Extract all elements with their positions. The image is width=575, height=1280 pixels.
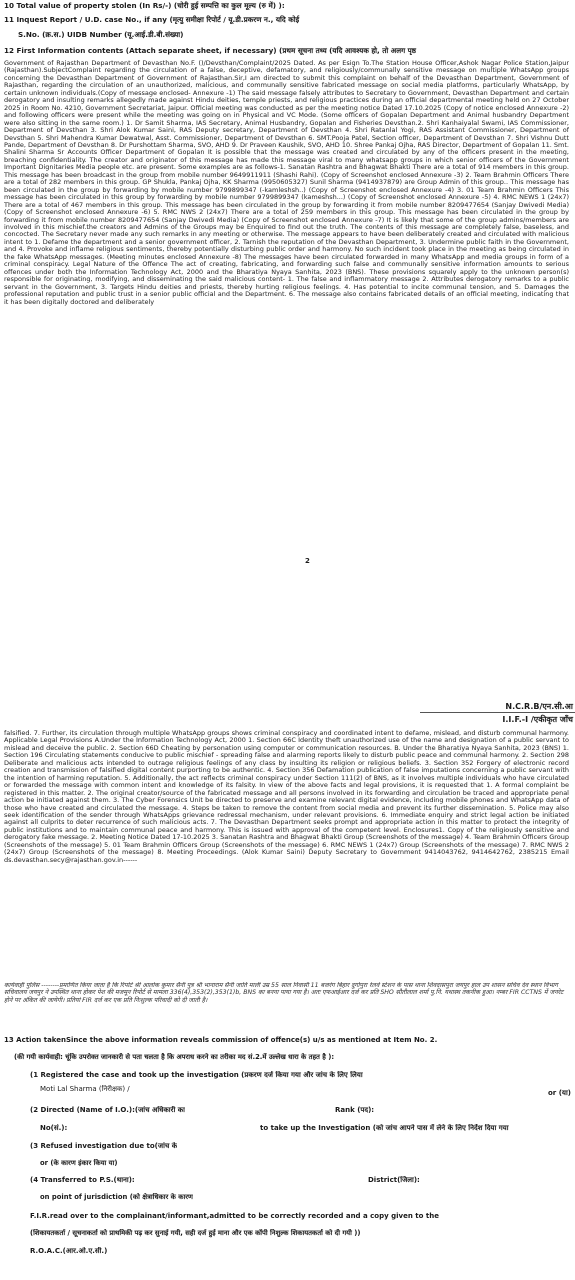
item-13-hindi: (की गयी कार्यवाही: चूंकि उपरोक्त जानकारी से पता चलता है कि अपराध करने का तरीका मद सं.2.में उल्लेख धारा के तहत है ): [14, 1053, 335, 1061]
uidb-label: S.No. (क्र.स.) UIDB Number (यू.आई.डी.बी.संख्या) [18, 30, 184, 39]
fir-read-over: F.I.R.read over to the complainant/informant,admitted to be correctly recorded and a copy given to the [30, 1212, 439, 1220]
transferred-label: (4 Transferred to P.S.(थाना): [30, 1176, 135, 1184]
refused-sub: or (के कारण इंकार किया या) [40, 1159, 118, 1167]
iif-header: I.I.F.-I /एकीकृत जाँच [502, 715, 573, 724]
ncrb-header: N.C.R.B/एन.सी.आ [505, 702, 573, 711]
item-13-title: 13 Action takenSince the above information reveals commission of offence(s) u/s as mentioned at Item No. 2. [4, 1036, 438, 1044]
fir-contents-text-1: Government of Rajasthan Department of Devasthan No.F. ()/Devsthan/Complaint/2025 Dated. As per Esign To.The Station House Officer,Ashok Nagar Police Station,Jaipur (Rajasthan).SubjectComplaint regarding the circulation of a false, deceptive, defamatory, and religiously/communally sensitive message on multiple WhatsApp groups concerning the Devasthan Department of Government of Rajasthan.Sir,I am directed to submit this complaint on behalf of the Devasthan Department, Government of Rajasthan, regarding the circulation of an unauthorized, malicious, and communally sensitive fabricated message on social media platforms, particularly WhatsApp, by certain unknown individuals.(Copy of message enclosed- Annexure -1) The said message falsely attributes to Secretary to Government, Devasthan Department and certain derogatory and insulting remarks allegedly made against Hindu deities, temple priests, and religious practices during an official departmental meeting held on 27 October 2025 in Room No. 4210, Government Secretariat, Jaipur. Official meeting was conducted as per the meeting notice Dated 17.10.2025 (Copy of notice enclosed Annexure -2) and following officers were present while the meeting was going on in Physical and VC Mode. (Some officers of Gopalan Department and Animal husbandry Department were also sitting in the same room.) 1. Dr Samit Sharma, IAS Secretary, Animal Husbandry, Gopalan and Fisheries Devsthan.2. Shri Kanhaiyalal Swami, IAS Commissioner, Department of Devsthan 3. Shri Alok Kumar Saini, RAS Deputy secretary, Department of Devsthan 4. Shri Ratanlal Yogi, RAS Assistant Commissioner, Department of Devsthan 5. Shri Mahendra Kumar Dewatwal, Asst. Commissioner, Department of Devsthan 6. SMT.Pooja Patel, Section officer, Department of Devsthan 7. Shri Vishnu Dutt Pande, Department of Devsthan 8. Dr Purshottam Sharma, SVO, AHD 9. Dr Praveen Kaushik, SVO, AHD 10. Shree Pankaj Ojha, RAS Director, Department of Gopalan 11. Smt. Shalini Sharma Sr Accounts Officer Department of Gopalan It is possible that the message was created and circulated by any of the officers present in the meeting, breaching confidentiality. The creator and originator of this message has made this message viral to many whatsapp groups in which senior officers of the Government Important Dignitaries Media people etc. are present. Some examples are as follows-1. Sanatan Rashtra and Bhagwat Bhakti There are a total of 914 members in this group. This message has been broadcast in the group from mobile number 9649911911 (Shashi Rahi). (Copy of Screenshot enclosed Annexure -3) 2. Team Brahmin Officers There are a total of 282 members in this group. GP Shukla, Pankaj Ojha, KK Sharma (9950605327) Sunil Sharma (9414937879) are Group Admin of this group.. This message has been circulated in the group by forwarding by mobile number 9799899347 (-kamleshsh..) (Copy of Screenshot enclosed Annexure -4) 3. 01 Team Brahmin Officers This message has been circulated in this group by forwarding by mobile number 9799899347 (kameshsh...) (Copy of Screenshot enclosed Annexure -5) 4. RMC NEWS 1 (24x7) There are a total of 467 members in this group. This message has been circulated in the group by forwarding it from mobile number 8209477654 (Sanjay Dwivedi Media) (Copy of Screenshot enclosed Annexure -6) 5. RMC NWS 2 (24x7) There are a total of 259 members in this group. This message has been circulated in the group by forwarding it from mobile number 8209477654 (Sanjay Dwivedi Media) (Copy of Screenshot enclosed Annexure -7) It is likely that some of the group admins/members are involved in this mischief.the creators and Admins of the Groups may be Enquired to find out the truth. The contents of this message are completely false, baseless, and concocted. The Secretary never made any such remarks in any meeting or otherwise. The message appears to have been deliberately created and circulated with malicious intent to 1. Defame the department and a senior government officer, 2. Tarnish the reputation of the Devasthan Department, 3. Undermine public faith in the Government, and 4. Provoke and inflame religious sentiments, thereby potentially disturbing public order and harmony. No such incident took place in the meeting as being circulated in the fake WhatsApp messages. (Meeting minutes enclosed Annexure -8) The messages have been circulated forwarded in many WhatsApp and media groups in form of a criminal conspiracy. Legal Nature of the Offence The act of creating, fabricating, and forwarding such false and communally sensitive information amounts to serious offences under both the Information Technology Act, 2000 and the Bharatiya Nyaya Sanhita, 2023 (BNS). These provisions squarely apply to the unknown person(s) responsible for originating, modifying, and disseminating the said malicious content- 1. The false and inflammatory message 2. Attributes derogatory remarks to a public servant in the Government, 3. Targets Hindu deities and priests, thereby hurting religious feelings. 4. Has potential to incite communal tension, and 5. Damages the professional reputation and public trust in a senior public official and the Department. 6. The message also contains fabricated details of an official meeting, indicating that it has been digitally doctored and deliberately [4, 60, 569, 306]
refused-label: (3 Refused investigation due to(जांच के [30, 1142, 178, 1150]
fir-contents-part2 [4, 730, 569, 982]
fir-contents-text-2: falsified. 7. Further, its circulation through multiple WhatsApp groups shows criminal conspiracy and coordinated intent to defame, mislead, and disturb communal harmony. Applicable Legal Provisions A.Under the Information Technology Act, 2000 1. Section 66C Identity theft unauthorized use of the name and designation of a public servant to mislead and deceive the public. 2. Section 66D Cheating by personation using computer or communication resources. B. Under the Bharatiya Nyaya Sanhita, 2023 (BNS) 1. Section 196 Circulating statements conducive to public mischief - spreading false and alarming reports likely to disturb public peace and communal harmony. 2. Section 298 Deliberate and malicious acts intended to outrage religious feelings of any class by insulting its religion or religious beliefs. 3. Section 352 Forgery of electronic record creation and transmission of falsified digital content purporting to be authentic. 4. Section 356 Defamation publication of false imputations concerning a public servant with the intention of harming reputation. 5. Additionally, the act reflects criminal conspiracy under Section 111(2) of BNS, as it involves multiple individuals who have circulated or forwarded the message with common intent and knowledge of its falsity. In view of the above facts and legal provisions, it is requested that 1. A formal complaint be registered in this matter. 2. The original creator/source of the fabricated message and all persons involved in its forwarding and circulation be traced and appropriate penal action be initiated against them. 3. The Cyber Forensics Unit be directed to preserve and examine relevant digital evidence, including mobile phones and WhatsApp data of those who have created and circulated the message. 4. Steps be taken to remove the content from social media and prevent its further dissemination. 5. Police may also seek identification of the sender through WhatsApps grievance redressal mechanism, under relevant provisions. 6. Immediate enquiry and strict legal action be initiated against all culprits to deter recurrence of such malicious acts. 7. The Devasthan Department seeks prompt and appropriate action in this matter to protect the integrity of public institutions and to maintain communal peace and harmony. This is issued with approval of the competent level. Enclosures1. Copy of the religiously sensitive and derogatory fake message. 2. Meeting Notice Dated 17-10.2025 3. Sanatan Rashtra and Bhagwat Bhakti Group (Screenshots of the message) 4. Team Brahmin Officers Group (Screenshots of the message) 5. 01 Team Brahmin Officers Group (Screenshots of the message) 6. RMC NEWS 1 (24x7) Group (Screenshots of the message) 7. RMC NWS 2 (24x7) Group (Screenshots of the message) 8. Meeting Proceedings. (Alok Kumar Saini) Deputy Secretary to Government 9414043762, 9414642762, 2385215 Email ds.devasthan.secy@rajasthan.gov.in------ [4, 730, 569, 864]
item-11-label: 11 Inquest Report / U.D. case No., if any (मृत्यु समीक्षा रिपोर्ट / यू.डी.प्रकरण न., यदि कोई [4, 15, 300, 24]
directed-io-label: (2 Directed (Name of I.O.):(जांच अधिकारी का [30, 1106, 185, 1114]
take-up-investigation: to take up the Investigation (को जांच आपने पास में लेने के लिए निर्देश दिया गया [260, 1124, 509, 1132]
district-label: District(जिला): [368, 1176, 420, 1184]
header-rule [420, 712, 575, 713]
registered-officer: Moti Lal Sharma (निरीक्षक) / [40, 1085, 130, 1093]
police-action-note: कार्यवाही पुलिस --------प्रमाणित किया जाता है कि रिपोर्ट श्री आलोक कुमार सैनी पुत्र श्री भानाराम सैनी जाति माली उम्र 55 साल निवासी 11 बजरंग बिहार दुर्गापुरा रेलवे स्टेशन के पास थाना शिवदासपुरा जयपुर हाल उप शासन सचिव देव स्थान विभाग सचिवालय जयपुर ने उपस्थित थाना होकर पेश की मजमून रिपोर्ट से मामला 336(4),353(2),353(1)b, BNS का बनना पाया गया है। अतः एफआईआर दर्ज कर प्रति SHO सौतीलाल शर्मा पु.नि. यथास्थ तकनीक हुआ। नम्बर FIR CCTNS में जनरेट होने पर अंकित की जायेगी। प्रतियां FIR दर्ज कर एक प्रति निःशुल्क परिवादी को दी जाती है। [4, 982, 564, 1004]
item-12-label: 12 First Information contents (Attach separate sheet, if necessary) (प्रथम सूचना तथ्य (यदि आवश्यक हो, तो अलग पृष्ठ [4, 46, 416, 55]
io-number-label: No(सं.): [40, 1124, 68, 1132]
fir-contents-part1 [4, 60, 569, 545]
jurisdiction-label: on point of jurisdiction (को क्षेत्राधिकार के कारण [40, 1193, 193, 1201]
item-10-label: 10 Total value of property stolen (In Rs/-) (चोरी हुई सम्पत्ति का कुल मूल्य (रु में) ): [4, 1, 285, 10]
roac-label: R.O.A.C.(आर.ओ.ए.सी.) [30, 1247, 108, 1255]
registered-label: (1 Registered the case and took up the investigation (प्रकरण दर्ज किया गया और जांच के लिए लिया [30, 1071, 363, 1079]
page-number: 2 [305, 557, 310, 565]
fir-read-over-hindi: (शिकायतकर्ता / सूचनाकर्ता को प्राथमिकी पढ़ कर सुनाई गयी, सही दर्ज हुई माना और एक कॉपी निशुल्क शिकायतकर्ता को दी गयी )) [30, 1229, 361, 1237]
or-label-1: or (या) [548, 1089, 571, 1097]
rank-label: Rank (पद): [335, 1106, 375, 1114]
